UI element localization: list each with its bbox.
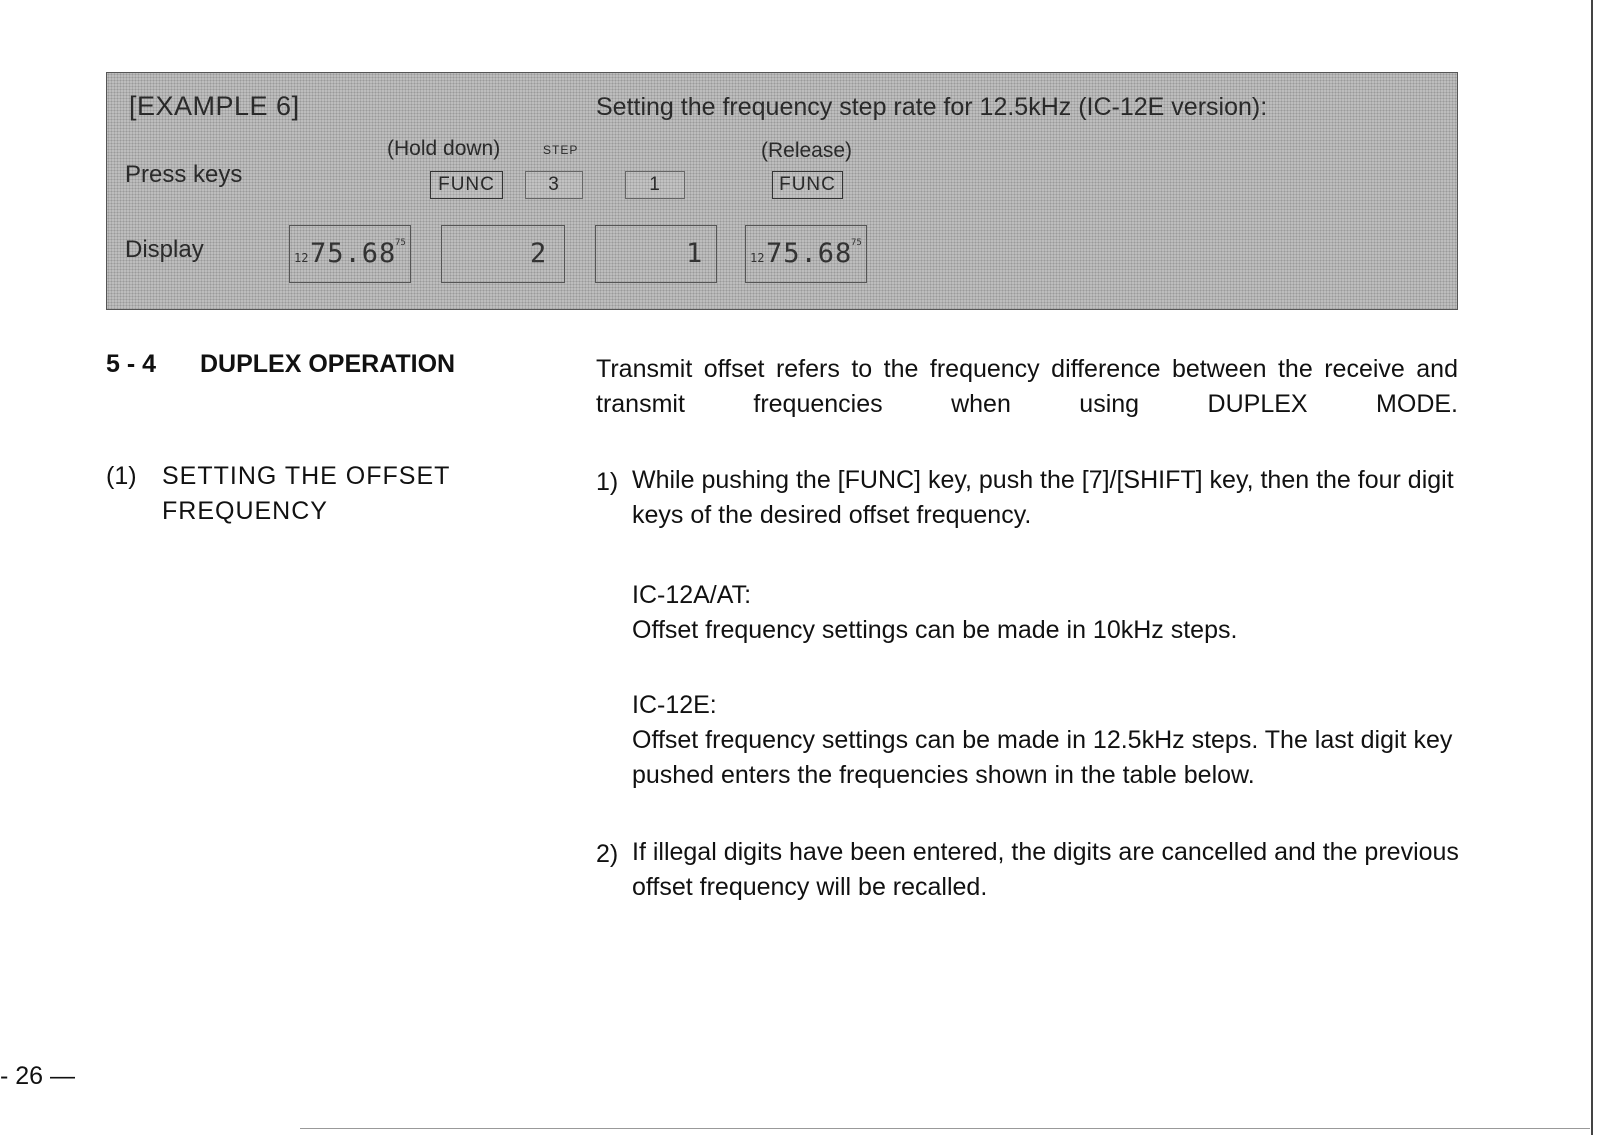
lcd-value: 75.68 [766,238,853,269]
lcd-value: 1 [686,238,704,269]
model-name: IC-12E: [632,691,717,719]
step-text: While pushing the [FUNC] key, push the [7]/[SHIFT] key, then the four digit keys of the desired offset frequency. [632,466,1454,529]
key-3: 3 [525,171,583,199]
subsection-title-line2: FREQUENCY [162,497,328,525]
example-box [106,72,1458,310]
lcd-display-3 [595,225,717,283]
section-number: 5 - 4 [106,350,157,378]
page-edge-rule [1591,0,1593,1135]
lcd-suffix: 75 [395,238,406,248]
lcd-display-1 [289,225,411,283]
step-label: STEP [543,143,579,157]
subsection-number: (1) [106,462,137,490]
step-marker: 1) [596,468,619,496]
section-title: DUPLEX OPERATION [200,350,456,378]
lcd-prefix: 12 [294,251,309,265]
example-title: [EXAMPLE 6] [129,91,300,121]
page-number: - 26 — [0,1062,76,1090]
step-marker: 2) [596,840,619,868]
example-description: Setting the frequency step rate for 12.5kHz (IC-12E version): [596,93,1268,121]
bottom-rule [300,1128,1590,1129]
step-text: If illegal digits have been entered, the digits are cancelled and the previous offset frequency will be recalled. [632,838,1459,901]
lcd-display-4 [745,225,867,283]
display-label: Display [125,236,204,263]
key-func-release: FUNC [772,171,843,199]
key-func-hold: FUNC [430,171,503,199]
hold-down-label: (Hold down) [387,137,501,160]
lcd-value: 75.68 [310,238,397,269]
press-keys-label: Press keys [125,161,243,188]
model-text: Offset frequency settings can be made in 12.5kHz steps. The last digit key pushed enters the frequencies shown in the table below. [632,726,1453,789]
section-intro: Transmit offset refers to the frequency difference between the receive and transmit frequencies when using DUPLEX MODE. [596,355,1458,418]
lcd-display-2 [441,225,565,283]
lcd-suffix: 75 [851,238,862,248]
lcd-prefix: 12 [750,251,765,265]
key-1: 1 [625,171,685,199]
lcd-value: 2 [530,238,548,269]
subsection-title-line1: SETTING THE OFFSET [162,462,451,490]
model-name: IC-12A/AT: [632,581,752,609]
model-text: Offset frequency settings can be made in 10kHz steps. [632,616,1238,644]
release-label: (Release) [761,139,853,162]
